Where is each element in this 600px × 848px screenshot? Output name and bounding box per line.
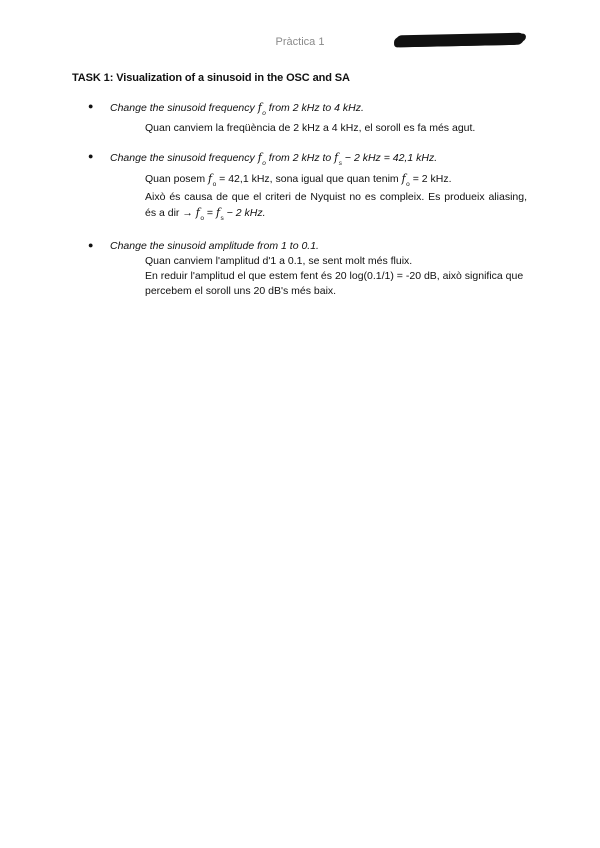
answer-text: Quan posem $f_o = 42,1$ kHz, sona igual que quan tenim $f_o = 2$ kHz. [145, 172, 452, 188]
answer-text: Quan canviem la freqüència de 2 kHz a 4 kHz, el soroll es fa més agut. [145, 122, 476, 134]
question-prompt: Change the sinusoid frequency $f_o$ from 2 kHz to 4 kHz. [110, 101, 364, 117]
bullet-icon: ● [88, 101, 94, 111]
bullet-icon: ● [88, 151, 94, 161]
bullet-icon: ● [88, 240, 94, 250]
answer-text-explanation: Això és causa de que el criteri de Nyquist no es compleix. Es produeix aliasing, és a dir → $f_o = f_s - 2$ kHz. [145, 191, 527, 222]
task-heading: TASK 1: Visualization of a sinusoid in the OSC and SA [72, 72, 350, 84]
answer-text-detail: En reduir l'amplitud el que estem fent és 20 log(0.1/1) = -20 dB, això significa que percebem el soroll uns 20 dB's més baix. [145, 270, 524, 297]
page-header-title: Pràctica 1 [275, 36, 325, 48]
answer-text: Quan canviem l'amplitud d'1 a 0.1, se sent molt més fluix. [145, 255, 413, 267]
question-prompt: Change the sinusoid frequency $f_o$ from 2 kHz to $f_s - 2$ kHz = 42,1 kHz. [110, 151, 438, 167]
question-prompt: Change the sinusoid amplitude from 1 to 0.1. [110, 240, 319, 252]
